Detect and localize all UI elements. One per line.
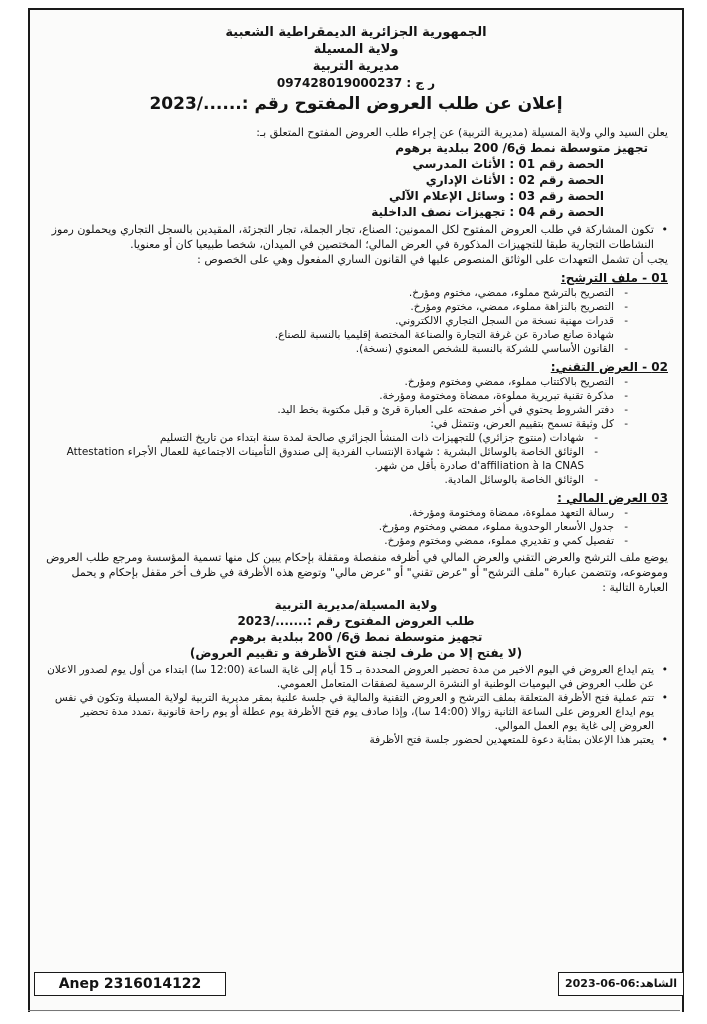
list-item: - جدول الأسعار الوحدوية مملوء، ممضي ومختوم ومؤرخ. [44, 520, 628, 534]
divider [28, 1010, 680, 1011]
list-item: - تفصيل كمي و تقديري مملوء، ممضي ومختوم ومؤرخ. [44, 534, 628, 548]
chahid-date: الشاهد:06-06-2023 [558, 972, 684, 996]
project-title: تجهيز متوسطة نمط ق6/ 200 ببلدية برهوم [395, 141, 648, 155]
eligibility-list [44, 222, 668, 252]
list-item: - قدرات مهنية نسخة من السجل التجاري الالكتروني. [44, 314, 628, 328]
envelope-line: (لا يفتح إلا من طرف لجنة فتح الأظرفة و تقييم العروض) [189, 646, 523, 660]
section-financial-list [44, 506, 668, 548]
section-technical-list [44, 375, 668, 431]
list-item: • يتم ايداع العروض في اليوم الاخير من مدة تحضير العروض المحددة بـ 15 أيام إلى غاية الساعة (12:00 سا) ابتداء من أول يوم لصدور الاعلان عن طلب العروض في اليوميات الوطنية او النشرة الرسمية لصفقات المتعامل العمومي. [44, 663, 668, 691]
lots-list [44, 156, 668, 220]
list-item: - التصريح بالترشح مملوء، ممضي، مختوم ومؤرخ. [44, 286, 628, 300]
tax-id: ر ج : 097428019000237 [276, 76, 436, 90]
eligibility-text: • تكون المشاركة في طلب العروض المفتوح لكل الممونين: الصناع، تجار الجملة، تجار التجزئة، المقيدين بالسجل التجاري ويحملون رموز النشاطات التجارية طبقا للتجهيزات المذكورة في العرض المالي؛ المختصين في الميدان، شخصا طبيعيا كان أو معنويا. [44, 222, 668, 252]
lot-item: الحصة رقم 02 : الأثاث الإداري [425, 173, 604, 187]
final-notes-list [44, 663, 668, 747]
list-item: - كل وثيقة تسمح بتقييم العرض، وتتمثل في: [44, 417, 628, 431]
footer [28, 968, 684, 994]
requirement-text: يجب أن تشمل التعهدات على الوثائق المنصوص عليها في القانون الساري المفعول وهي على الخصوص : [197, 253, 668, 266]
wilaya-heading: ولاية المسيلة [313, 42, 399, 57]
lot-item: الحصة رقم 04 : تجهيزات نصف الداخلية [371, 205, 604, 219]
envelope-line: تجهيز متوسطة نمط ق6/ 200 ببلدية برهوم [229, 630, 483, 644]
section-technical-title: 02 - العرض التقني: [550, 360, 668, 374]
republic-heading: الجمهورية الجزائرية الديمقراطية الشعبية [225, 25, 487, 40]
list-item: - القانون الأساسي للشركة بالنسبة للشخص المعنوي (نسخة). [44, 342, 628, 356]
directorate-heading: مديرية التربية [312, 59, 400, 74]
list-item: - دفتر الشروط يحتوي في أخر صفحته على العبارة قرئ و قبل مكتوبة بخط اليد. [44, 403, 628, 417]
document-body [44, 24, 668, 747]
list-item: - مذكرة تقنية تبريرية مملوءة، ممضاة ومختومة ومؤرخة. [44, 389, 628, 403]
list-item: - الوثائق الخاصة بالوسائل البشرية : شهادة الإنتساب الفردية إلى صندوق التأمينات الاجتماعية للعمال الأجراء Attestation d'affiliation à la CNAS صادرة بأقل من شهر. [44, 445, 598, 473]
packaging-text: يوضع ملف الترشح والعرض التقني والعرض المالي في أظرفه منفصلة ومقفلة بإحكام يبين كل منها تسمية المؤسسة ومرجع طلب العروض وموضوعه، وتتضمن عبارة "ملف الترشح" أو "عرض تقني" أو "عرض مالي" وتوضع هذه الأظرفة في ظرف أخر مقفل بإحكام و يحمل العبارة التالية : [46, 551, 668, 594]
section-technical-sublist [44, 431, 668, 487]
list-item: - الوثائق الخاصة بالوسائل المادية. [44, 473, 598, 487]
anep-reference: Anep 2316014122 [34, 972, 226, 996]
list-item: شهادة صانع صادرة عن غرفة التجارة والصناعة المختصة إقليميا بالنسبة للصناع. [274, 329, 614, 341]
intro-text: يعلن السيد والي ولاية المسيلة (مديرية التربية) عن إجراء طلب العروض المفتوح المتعلق بـ: [256, 126, 668, 139]
lot-item: الحصة رقم 03 : وسائل الإعلام الآلي [389, 189, 604, 203]
lot-item: الحصة رقم 01 : الأثاث المدرسي [412, 157, 604, 171]
announcement-title: إعلان عن طلب العروض المفتوح رقم :....../2023 [149, 94, 563, 114]
list-item: • تتم عملية فتح الأظرفة المتعلقة بملف الترشح و العروض التقنية والمالية في جلسة علنية بمقر مديرية التربية لولاية المسيلة وتكون في نفس يوم ايداع العروض على الساعة الثانية زوالا (14:00 سا)، وإذا صادف يوم فتح الأظرفة يوم عطلة أو يوم راحة قانونية ،تمدد مدة تحضير العروض إلى غاية يوم العمل الموالي. [44, 691, 668, 733]
list-item: - التصريح بالاكتتاب مملوء، ممضي ومختوم ومؤرخ. [44, 375, 628, 389]
list-item: - رسالة التعهد مملوءة، ممضاة ومختومة ومؤرخة. [44, 506, 628, 520]
list-item: - التصريح بالنزاهة مملوء، ممضي، مختوم ومؤرخ. [44, 300, 628, 314]
section-candidature-title: 01 - ملف الترشح: [560, 271, 668, 285]
envelope-line: طلب العروض المفتوح رقم :......./2023 [237, 614, 475, 628]
list-item: - شهادات (منتوج جزائري) للتجهيزات ذات المنشأ الجزائري صالحة لمدة سنة ابتداء من تاريخ التسليم [44, 431, 598, 445]
section-financial-title: 03 العرض المالي : [557, 491, 668, 505]
list-item: • يعتبر هذا الإعلان بمثابة دعوة للمتعهدين لحضور جلسة فتح الأظرفة [44, 733, 668, 747]
announcement-frame [28, 8, 684, 1012]
envelope-line: ولاية المسيلة/مديرية التربية [274, 598, 438, 612]
section-candidature-list [44, 286, 668, 356]
